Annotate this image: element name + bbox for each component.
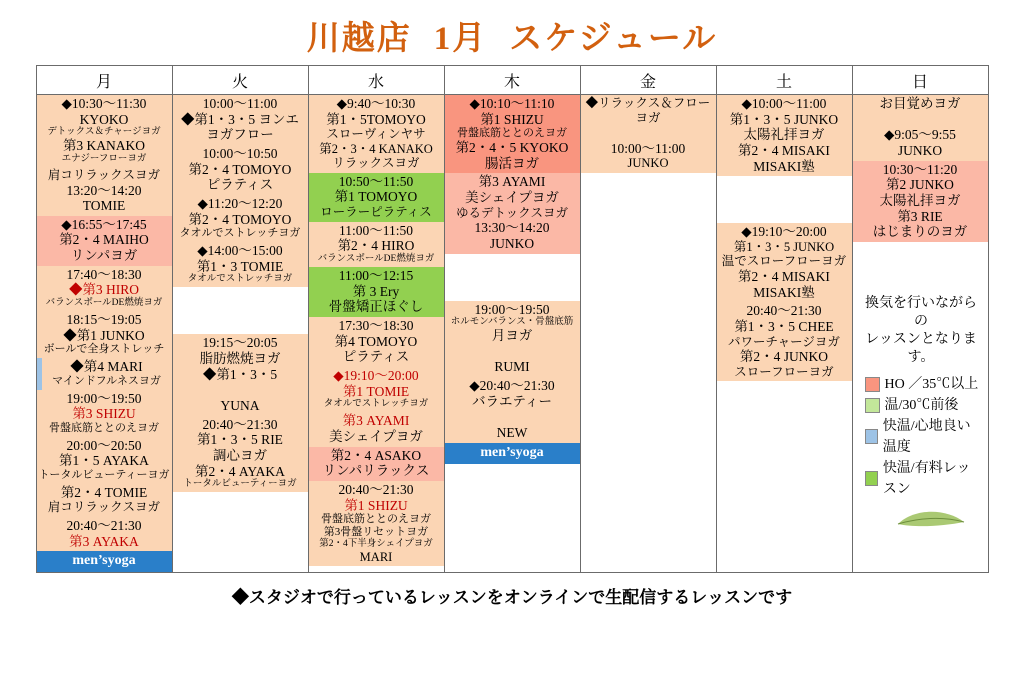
lesson-block — [717, 176, 852, 223]
legend-list — [865, 374, 984, 500]
lesson-line: リラックスヨガ — [332, 156, 420, 171]
lesson-line: 美シェイプヨガ — [329, 428, 423, 444]
lesson-block — [37, 311, 172, 358]
lesson-line: 第2・4 TOMIE — [60, 484, 148, 500]
lesson-block — [37, 484, 172, 517]
lesson-block — [309, 222, 444, 267]
legend-label: 快温/心地良い温度 — [882, 418, 971, 455]
lesson-block — [445, 173, 580, 253]
lesson-line: 10:00～10:50 — [202, 145, 278, 161]
lesson-line: スローフローヨガ — [734, 364, 834, 379]
lesson-line: 10:50～11:50 — [338, 173, 414, 189]
lesson-line: ◆リラックス＆フローヨガ — [585, 96, 711, 125]
lesson-line: 第1・5 AYAKA — [59, 453, 149, 469]
lesson-line: バランスボールDE燃焼ヨガ — [45, 298, 163, 309]
legend-label: 快温/有料レッスン — [882, 460, 971, 497]
lesson-line — [174, 382, 307, 398]
legend-item — [865, 416, 984, 458]
col-header-mon: 月 — [36, 66, 172, 95]
lesson-line: タオルでストレッチヨガ — [323, 399, 429, 410]
lesson-line: ホルモンバランス・骨盤底筋 — [450, 317, 574, 328]
legend-swatch-paid — [865, 471, 878, 486]
lesson-line: ローラーピラティス — [320, 205, 432, 220]
lesson-line: バラエティー — [472, 393, 552, 409]
lesson-line: 第2・4 JUNKO — [739, 349, 829, 365]
lesson-line: 20:40～21:30 — [66, 517, 142, 533]
lesson-line: ◆第1 JUNKO — [63, 327, 145, 343]
lesson-line: JUNKO — [489, 235, 535, 251]
lesson-line: 第2・4 AYAKA — [195, 463, 285, 479]
lesson-line: 第2・4 MISAKI — [738, 142, 830, 158]
lesson-block — [173, 242, 308, 287]
title-word: スケジュール — [509, 21, 718, 57]
day-column-sun — [852, 95, 988, 573]
lesson-line: 第2・4 MISAKI — [738, 268, 830, 284]
lesson-line: タオルでストレッチヨガ — [179, 227, 301, 240]
legend-label: HO ／35℃以上 — [884, 376, 979, 392]
leaf-icon — [896, 506, 966, 528]
lesson-line: ◆9:05～9:55 — [884, 127, 956, 143]
lesson-line: 19:00～19:50 — [474, 301, 550, 317]
page-title — [0, 0, 1024, 65]
lesson-block — [717, 95, 852, 176]
lesson-block — [445, 377, 580, 443]
lesson-line: 肩コリラックスヨガ — [47, 168, 161, 182]
lesson-line: ヨガフロー — [206, 127, 274, 143]
lesson-list-wed — [309, 95, 444, 566]
legend-heading-1: 換気を行いながらの — [865, 295, 977, 330]
lesson-line: 第2・3・4 KANAKO — [319, 141, 433, 156]
title-month: 1月 — [433, 21, 488, 57]
lesson-line: ◆16:55～17:45 — [61, 216, 147, 232]
lesson-block — [37, 437, 172, 484]
legend-label: 温/30℃前後 — [884, 397, 959, 413]
lesson-line: 11:00～11:50 — [339, 222, 413, 238]
lesson-line: デトックス＆チャージヨガ — [47, 127, 161, 138]
lesson-line: 第3 RIE — [897, 208, 943, 224]
lesson-list-thu — [445, 95, 580, 464]
lesson-block — [173, 334, 308, 415]
lesson-line: 11:00～12:15 — [338, 267, 414, 283]
lesson-block — [37, 266, 172, 311]
lesson-line: TOMIE — [82, 198, 126, 214]
lesson-line: ◆第1・3・5 — [202, 366, 278, 382]
legend-swatch-on — [865, 398, 880, 413]
lesson-line: 太陽礼拝ヨガ — [743, 127, 825, 143]
mens-yoga-banner: men’syoga — [37, 551, 172, 572]
lesson-line: ピラティス — [342, 349, 410, 365]
lesson-line: KYOKO — [79, 111, 129, 127]
lesson-line: ◆第4 MARI — [70, 359, 143, 375]
footer-note: ◆スタジオで行っているレッスンをオンラインで生配信するレッスンです — [231, 588, 793, 608]
lesson-line: 第2・4 HIRO — [337, 238, 415, 254]
lesson-line: 第1 SHIZU — [344, 497, 408, 513]
lesson-line: ボールで全身ストレッチ — [43, 343, 165, 356]
lesson-block — [309, 95, 444, 173]
legend-swatch-ho — [865, 377, 880, 392]
lesson-line: 骨盤底筋ととのえヨガ — [457, 127, 567, 140]
lesson-line: ゆるデトックスヨガ — [455, 205, 568, 220]
lesson-block — [717, 302, 852, 381]
lesson-line: ◆19:10～20:00 — [333, 367, 419, 383]
lesson-line: 20:00～20:50 — [66, 437, 142, 453]
lesson-line: リンパリラックス — [322, 463, 430, 479]
lesson-line: JUNKO — [627, 156, 669, 171]
lesson-line: はじまりのヨガ — [872, 224, 968, 240]
lesson-line: 19:15～20:05 — [202, 335, 278, 351]
lesson-block — [853, 95, 988, 161]
lesson-line: 第3 AYAKA — [69, 533, 139, 549]
lesson-block — [37, 95, 172, 167]
lesson-line: トータルビューティーヨガ — [38, 468, 170, 481]
col-header-thu: 木 — [444, 66, 580, 95]
lesson-line: お目覚めヨガ — [879, 96, 961, 111]
table-header-row — [36, 66, 988, 95]
lesson-line — [446, 409, 579, 425]
lesson-line: 第2・4 TOMOYO — [188, 161, 292, 177]
lesson-list-tue — [173, 95, 308, 492]
lesson-line: 美シェイプヨガ — [465, 190, 559, 206]
lesson-block — [173, 287, 308, 334]
lesson-line: 月ヨガ — [491, 328, 533, 344]
lesson-line: RUMI — [494, 359, 530, 375]
lesson-line: トータルビューティーヨガ — [183, 479, 297, 490]
lesson-block — [309, 367, 444, 412]
lesson-line: ◆10:30～11:30 — [61, 96, 147, 111]
lesson-line: 第2・4・5 KYOKO — [455, 140, 569, 156]
lesson-line: 第3 SHIZU — [72, 406, 136, 422]
col-header-wed: 水 — [308, 66, 444, 95]
lesson-line: 19:00～19:50 — [66, 390, 142, 406]
lesson-list-fri — [581, 95, 716, 220]
schedule-table — [36, 65, 989, 573]
lesson-line: 太陽礼拝ヨガ — [879, 192, 961, 208]
legend-swatch-kaion — [865, 429, 878, 444]
lesson-line: 10:30～11:20 — [882, 161, 958, 177]
lesson-block — [309, 267, 444, 317]
lesson-block — [853, 161, 988, 242]
lesson-line: 20:40～21:30 — [746, 303, 822, 319]
legend-item — [865, 395, 984, 416]
lesson-line: JUNKO — [897, 142, 943, 158]
col-header-sat: 土 — [716, 66, 852, 95]
lesson-block — [309, 447, 444, 481]
lesson-line: 第2 JUNKO — [886, 177, 954, 193]
lesson-list-sat — [717, 95, 852, 381]
lesson-line: 第1・3 TOMIE — [196, 258, 284, 274]
lesson-block — [309, 481, 444, 566]
table-row — [36, 95, 988, 573]
lesson-block — [37, 216, 172, 266]
lesson-line: 17:30～18:30 — [338, 317, 414, 333]
lesson-block — [37, 517, 172, 551]
lesson-line: 第1 SHIZU — [480, 111, 544, 127]
lesson-line: パワーチャージヨガ — [728, 334, 840, 349]
lesson-line: 20:40～21:30 — [202, 416, 278, 432]
lesson-block — [173, 195, 308, 242]
lesson-line: ピラティス — [206, 177, 274, 193]
day-column-sat — [716, 95, 852, 573]
lesson-line: ◆14:00～15:00 — [197, 243, 283, 258]
day-column-tue — [172, 95, 308, 573]
lesson-line: エナジーフローヨガ — [61, 153, 147, 164]
title-studio: 川越店 — [306, 21, 412, 57]
lesson-line: ◆第3 HIRO — [68, 282, 140, 298]
lesson-line: 第3骨盤リセットヨガ — [323, 525, 429, 538]
lesson-block — [445, 301, 580, 378]
lesson-line: 20:40～21:30 — [338, 481, 414, 497]
lesson-line: 第1・5TOMOYO — [326, 111, 426, 127]
lesson-line: ◆11:20～12:20 — [197, 195, 283, 211]
lesson-block — [173, 95, 308, 145]
lesson-line: 調心ヨガ — [213, 447, 267, 463]
lesson-line: 10:00～11:00 — [610, 140, 686, 156]
lesson-line: 17:40～18:30 — [66, 266, 142, 282]
lesson-line: 腸活ヨガ — [485, 155, 539, 171]
lesson-line: YUNA — [220, 397, 260, 413]
lesson-line: 第1 TOMOYO — [334, 189, 418, 205]
lesson-block — [37, 167, 172, 216]
legend — [853, 289, 988, 526]
lesson-line: 第2・4 TOMOYO — [188, 211, 292, 227]
lesson-line: NEW — [496, 425, 528, 441]
lesson-line: ◆第1・3・5 ヨンエ — [180, 111, 300, 127]
lesson-line: 10:00～11:00 — [202, 96, 278, 111]
lesson-line: 脂肪燃焼ヨガ — [199, 350, 281, 366]
leaf-decoration-wrap — [859, 500, 984, 526]
lesson-list-mon — [37, 95, 172, 572]
day-column-fri — [580, 95, 716, 573]
lesson-block — [309, 317, 444, 367]
lesson-line: 第3 AYAMI — [342, 413, 410, 429]
lesson-line: ◆19:10～20:00 — [741, 224, 827, 240]
lesson-block — [309, 412, 444, 446]
lesson-line: 第1 TOMIE — [342, 383, 410, 399]
lesson-block — [173, 145, 308, 195]
lesson-line: MISAKI塾 — [753, 158, 815, 174]
lesson-line: ◆9:40～10:30 — [336, 96, 416, 111]
lesson-block — [37, 390, 172, 437]
lesson-line: ◆20:40～21:30 — [469, 378, 555, 394]
lesson-line: 第1・3・5 RIE — [197, 432, 283, 448]
day-column-mon — [36, 95, 172, 573]
lesson-line: 第4 TOMOYO — [334, 333, 418, 349]
legend-item — [865, 374, 984, 395]
lesson-line — [854, 112, 987, 128]
lesson-line: 第1・3・5 JUNKO — [729, 111, 839, 127]
lesson-line: 第1・3・5 CHEE — [734, 318, 834, 334]
lesson-block — [717, 223, 852, 302]
lesson-block — [309, 173, 444, 222]
lesson-line: 骨盤矯正ほぐし — [328, 299, 424, 315]
lesson-line: 骨盤底筋ととのえヨガ — [321, 513, 431, 526]
lesson-line: 第1・3・5 JUNKO — [733, 239, 835, 254]
lesson-block — [581, 95, 716, 173]
lesson-line: 第2・4下半身シェイプヨガ — [319, 538, 433, 549]
lesson-line: マインドフルネスヨガ — [52, 374, 161, 387]
lesson-line: 13:20～14:20 — [66, 182, 142, 198]
lesson-line: ◆10:10～11:10 — [469, 96, 555, 111]
lesson-line: 温でスローフローヨガ — [721, 254, 847, 269]
lesson-block — [173, 416, 308, 493]
day-column-wed — [308, 95, 444, 573]
day-column-thu — [444, 95, 580, 573]
lesson-line: MISAKI塾 — [753, 284, 815, 300]
lesson-line: 13:30～14:20 — [474, 220, 550, 236]
lesson-line: 第2・4 MAIHO — [59, 232, 149, 248]
lesson-line: 骨盤底筋ととのえヨガ — [49, 421, 159, 434]
lesson-line: 第3 AYAMI — [478, 174, 546, 190]
lesson-line: MARI — [359, 549, 393, 564]
lesson-block — [445, 95, 580, 173]
lesson-line: 第3 KANAKO — [62, 138, 146, 154]
lesson-line: リンパヨガ — [70, 248, 138, 264]
lesson-line: 肩コリラックスヨガ — [47, 500, 161, 515]
legend-heading-2: レッスンとなります。 — [865, 332, 977, 366]
lesson-line: スローヴィンヤサ — [326, 127, 426, 142]
legend-item — [865, 458, 984, 500]
lesson-line: バランスボールDE燃焼ヨガ — [317, 253, 435, 264]
lesson-block — [37, 358, 172, 389]
col-header-tue: 火 — [172, 66, 308, 95]
lesson-list-sun — [853, 95, 988, 289]
lesson-block — [581, 173, 716, 220]
col-header-sun: 日 — [852, 66, 988, 95]
lesson-line — [446, 344, 579, 360]
lesson-line — [582, 125, 715, 141]
lesson-line: タオルでストレッチヨガ — [187, 274, 293, 285]
lesson-block — [853, 242, 988, 289]
lesson-block — [445, 254, 580, 301]
lesson-line: 第 3 Ery — [352, 283, 400, 299]
lesson-line: ◆10:00～11:00 — [741, 96, 827, 111]
lesson-line: 18:15～19:05 — [66, 312, 142, 328]
lesson-line: 第2・4 ASAKO — [330, 447, 422, 463]
mens-yoga-banner: men’syoga — [445, 443, 580, 464]
col-header-fri: 金 — [580, 66, 716, 95]
